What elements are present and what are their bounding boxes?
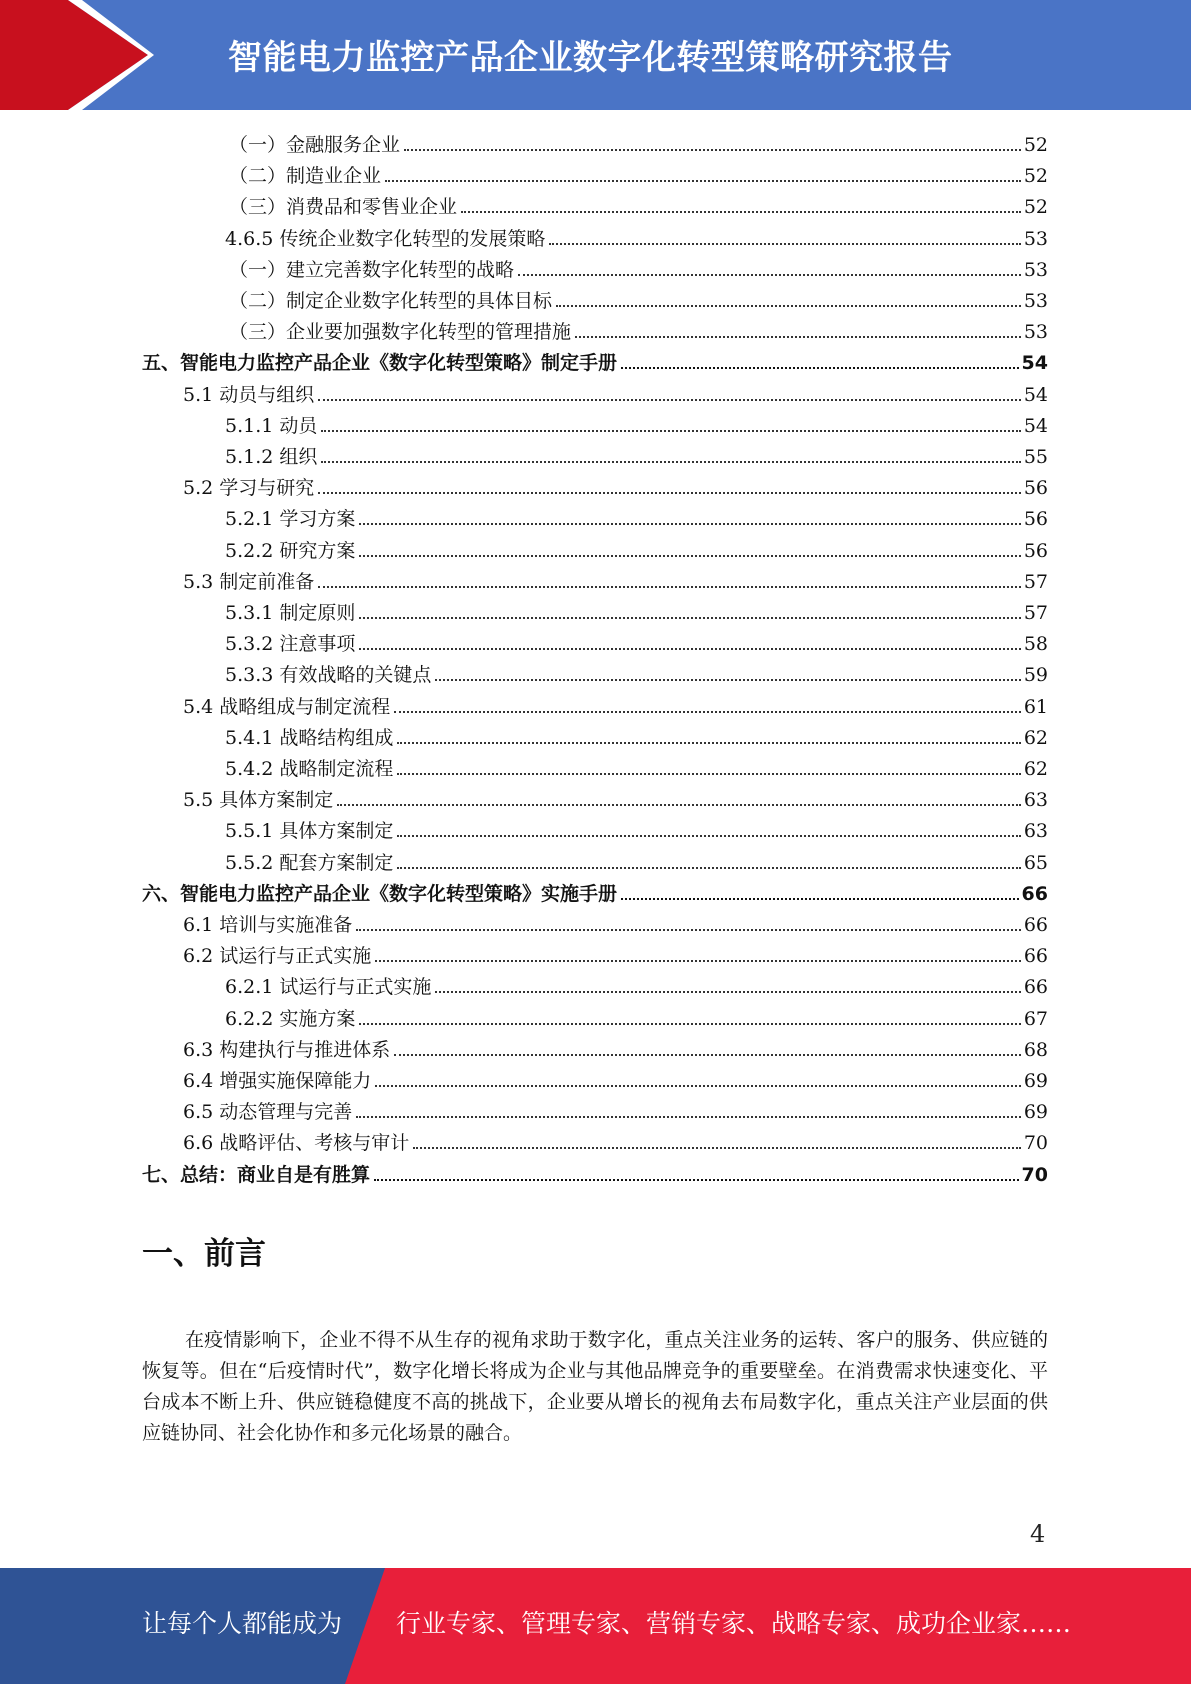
toc-entry-page: 63 — [1023, 820, 1048, 842]
toc-entry[interactable] — [225, 1001, 1048, 1032]
toc-entry[interactable] — [142, 876, 1048, 907]
toc-entry-page: 62 — [1023, 758, 1048, 780]
toc-leader-dots — [359, 617, 1020, 619]
toc-leader-dots — [359, 1023, 1020, 1025]
document-title: 智能电力监控产品企业数字化转型策略研究报告 — [228, 38, 953, 78]
toc-entry-label: 6.4 增强实施保障能力 — [183, 1070, 372, 1092]
toc-entry-label: 5.3.2 注意事项 — [225, 633, 356, 655]
toc-leader-dots — [435, 991, 1020, 993]
toc-entry-label: 6.5 动态管理与完善 — [183, 1101, 353, 1123]
toc-entry[interactable] — [229, 252, 1048, 283]
header-banner — [0, 0, 1191, 110]
toc-entry-page: 53 — [1023, 290, 1048, 312]
toc-leader-dots — [385, 180, 1021, 182]
toc-entry[interactable] — [225, 501, 1048, 532]
toc-entry-label: 5.5.2 配套方案制定 — [225, 852, 394, 874]
toc-entry-label: （一）金融服务企业 — [229, 134, 401, 156]
toc-entry-label: 5.1 动员与组织 — [183, 384, 315, 406]
toc-entry-label: 5.1.2 组织 — [225, 446, 318, 468]
toc-entry-label: 6.2.2 实施方案 — [225, 1008, 356, 1030]
toc-entry-label: 5.1.1 动员 — [225, 415, 318, 437]
toc-entry-label: 6.2.1 试运行与正式实施 — [225, 976, 432, 998]
toc-entry[interactable] — [225, 626, 1048, 657]
toc-entry-label: 6.6 战略评估、考核与审计 — [183, 1132, 410, 1154]
toc-entry-page: 54 — [1021, 352, 1048, 374]
toc-leader-dots — [394, 1054, 1021, 1056]
toc-entry-label: 5.5 具体方案制定 — [183, 789, 334, 811]
toc-entry-label: 4.6.5 传统企业数字化转型的发展策略 — [225, 228, 546, 250]
footer-slogan-left: 让每个人都能成为 — [142, 1609, 343, 1638]
toc-leader-dots — [318, 586, 1021, 588]
toc-entry[interactable] — [225, 408, 1048, 439]
toc-entry-label: 6.3 构建执行与推进体系 — [183, 1039, 391, 1061]
toc-entry-page: 56 — [1023, 508, 1048, 530]
toc-leader-dots — [397, 867, 1020, 869]
toc-leader-dots — [435, 679, 1020, 681]
toc-entry-label: 5.2.1 学习方案 — [225, 508, 356, 530]
toc-entry[interactable] — [183, 377, 1048, 408]
toc-entry-page: 70 — [1021, 1164, 1048, 1186]
toc-entry[interactable] — [229, 158, 1048, 189]
toc-entry[interactable] — [229, 314, 1048, 345]
toc-entry-page: 57 — [1023, 602, 1048, 624]
header-arrow-decoration — [0, 0, 160, 110]
toc-leader-dots — [575, 336, 1021, 338]
toc-leader-dots — [556, 305, 1021, 307]
toc-entry[interactable] — [225, 845, 1048, 876]
toc-entry[interactable] — [225, 439, 1048, 470]
toc-entry[interactable] — [183, 938, 1048, 969]
toc-entry-label: 七、总结：商业自是有胜算 — [142, 1164, 371, 1186]
toc-entry[interactable] — [229, 127, 1048, 158]
toc-entry-label: （三）企业要加强数字化转型的管理措施 — [229, 321, 572, 343]
toc-entry-page: 58 — [1023, 633, 1048, 655]
toc-entry-label: 6.2 试运行与正式实施 — [183, 945, 372, 967]
toc-leader-dots — [321, 461, 1020, 463]
toc-entry-page: 66 — [1023, 914, 1048, 936]
toc-entry-page: 52 — [1023, 165, 1048, 187]
toc-leader-dots — [397, 742, 1020, 744]
toc-entry[interactable] — [225, 969, 1048, 1000]
toc-entry-page: 66 — [1023, 976, 1048, 998]
toc-entry-page: 70 — [1023, 1132, 1048, 1154]
toc-entry-label: 5.2 学习与研究 — [183, 477, 315, 499]
toc-leader-dots — [356, 1116, 1021, 1118]
toc-entry-page: 69 — [1023, 1070, 1048, 1092]
toc-entry-page: 59 — [1023, 664, 1048, 686]
toc-entry[interactable] — [183, 1063, 1048, 1094]
toc-entry-label: 六、智能电力监控产品企业《数字化转型策略》实施手册 — [142, 883, 618, 905]
toc-entry-label: 5.2.2 研究方案 — [225, 540, 356, 562]
toc-entry[interactable] — [183, 1032, 1048, 1063]
toc-entry-label: 5.4.2 战略制定流程 — [225, 758, 394, 780]
toc-entry-page: 61 — [1023, 696, 1048, 718]
toc-leader-dots — [375, 1085, 1021, 1087]
toc-entry-label: （一）建立完善数字化转型的战略 — [229, 259, 515, 281]
toc-leader-dots — [397, 835, 1020, 837]
toc-leader-dots — [374, 1179, 1019, 1181]
toc-entry-page: 56 — [1023, 477, 1048, 499]
toc-entry-page: 63 — [1023, 789, 1048, 811]
toc-entry-label: （二）制定企业数字化转型的具体目标 — [229, 290, 553, 312]
toc-entry-label: 5.5.1 具体方案制定 — [225, 820, 394, 842]
toc-entry[interactable] — [183, 1125, 1048, 1156]
toc-entry[interactable] — [225, 221, 1048, 252]
toc-entry[interactable] — [183, 907, 1048, 938]
toc-leader-dots — [404, 149, 1021, 151]
toc-entry[interactable] — [225, 751, 1048, 782]
toc-leader-dots — [621, 367, 1019, 369]
toc-entry-page: 53 — [1023, 321, 1048, 343]
toc-leader-dots — [359, 555, 1020, 557]
toc-entry-label: 五、智能电力监控产品企业《数字化转型策略》制定手册 — [142, 352, 618, 374]
toc-leader-dots — [318, 399, 1021, 401]
toc-entry-label: （二）制造业企业 — [229, 165, 382, 187]
toc-leader-dots — [337, 804, 1021, 806]
toc-entry-page: 57 — [1023, 571, 1048, 593]
footer-banner — [0, 1568, 1191, 1684]
toc-entry-page: 66 — [1023, 945, 1048, 967]
toc-leader-dots — [318, 492, 1021, 494]
toc-entry-label: 5.3.3 有效战略的关键点 — [225, 664, 432, 686]
toc-entry-page: 53 — [1023, 228, 1048, 250]
toc-entry[interactable] — [229, 283, 1048, 314]
toc-entry-label: 6.1 培训与实施准备 — [183, 914, 353, 936]
toc-leader-dots — [321, 430, 1020, 432]
toc-entry[interactable] — [225, 533, 1048, 564]
toc-entry-label: 5.3 制定前准备 — [183, 571, 315, 593]
toc-entry-page: 69 — [1023, 1101, 1048, 1123]
toc-entry-label: （三）消费品和零售业企业 — [229, 196, 458, 218]
toc-entry[interactable] — [225, 657, 1048, 688]
toc-entry-page: 53 — [1023, 259, 1048, 281]
toc-entry[interactable] — [183, 564, 1048, 595]
toc-entry[interactable] — [142, 1157, 1048, 1188]
toc-entry[interactable] — [225, 813, 1048, 844]
toc-leader-dots — [413, 1147, 1021, 1149]
toc-entry-label: 5.3.1 制定原则 — [225, 602, 356, 624]
toc-entry-page: 68 — [1023, 1039, 1048, 1061]
toc-entry-page: 54 — [1023, 384, 1048, 406]
toc-entry-page: 62 — [1023, 727, 1048, 749]
toc-entry[interactable] — [225, 720, 1048, 751]
toc-leader-dots — [394, 711, 1021, 713]
toc-entry[interactable] — [225, 595, 1048, 626]
toc-entry[interactable] — [183, 1094, 1048, 1125]
footer-slogan-right: 行业专家、管理专家、营销专家、战略专家、成功企业家…… — [396, 1609, 1072, 1638]
toc-entry-page: 66 — [1021, 883, 1048, 905]
toc-entry[interactable] — [229, 189, 1048, 220]
toc-leader-dots — [621, 898, 1019, 900]
section-heading: 一、前言 — [142, 1236, 266, 1272]
toc-leader-dots — [397, 773, 1020, 775]
toc-leader-dots — [549, 243, 1020, 245]
toc-entry-page: 52 — [1023, 196, 1048, 218]
toc-entry-page: 67 — [1023, 1008, 1048, 1030]
toc-entry-page: 56 — [1023, 540, 1048, 562]
toc-leader-dots — [375, 960, 1021, 962]
toc-entry-page: 65 — [1023, 852, 1048, 874]
page-number: 4 — [1030, 1520, 1046, 1548]
toc-entry[interactable] — [183, 782, 1048, 813]
toc-leader-dots — [359, 523, 1020, 525]
toc-entry-page: 54 — [1023, 415, 1048, 437]
body-paragraph: 在疫情影响下，企业不得不从生存的视角求助于数字化，重点关注业务的运转、客户的服务、供应链的恢复等。但在“后疫情时代”，数字化增长将成为企业与其他品牌竞争的重要壁垒。在消费需求快速变化、平台成本不断上升、供应链稳健度不高的挑战下，企业要从增长的视角去布局数字化，重点关注产业层面的供应链协同、社会化协作和多元化场景的融合。 — [142, 1329, 1048, 1444]
toc-leader-dots — [518, 274, 1021, 276]
toc-entry-label: 5.4.1 战略结构组成 — [225, 727, 394, 749]
toc-leader-dots — [461, 211, 1021, 213]
toc-leader-dots — [359, 648, 1020, 650]
toc-entry-page: 55 — [1023, 446, 1048, 468]
toc-entry-page: 52 — [1023, 134, 1048, 156]
toc-entry[interactable] — [183, 470, 1048, 501]
toc-entry-label: 5.4 战略组成与制定流程 — [183, 696, 391, 718]
toc-entry[interactable] — [142, 345, 1048, 376]
toc-entry[interactable] — [183, 689, 1048, 720]
toc-leader-dots — [356, 929, 1021, 931]
